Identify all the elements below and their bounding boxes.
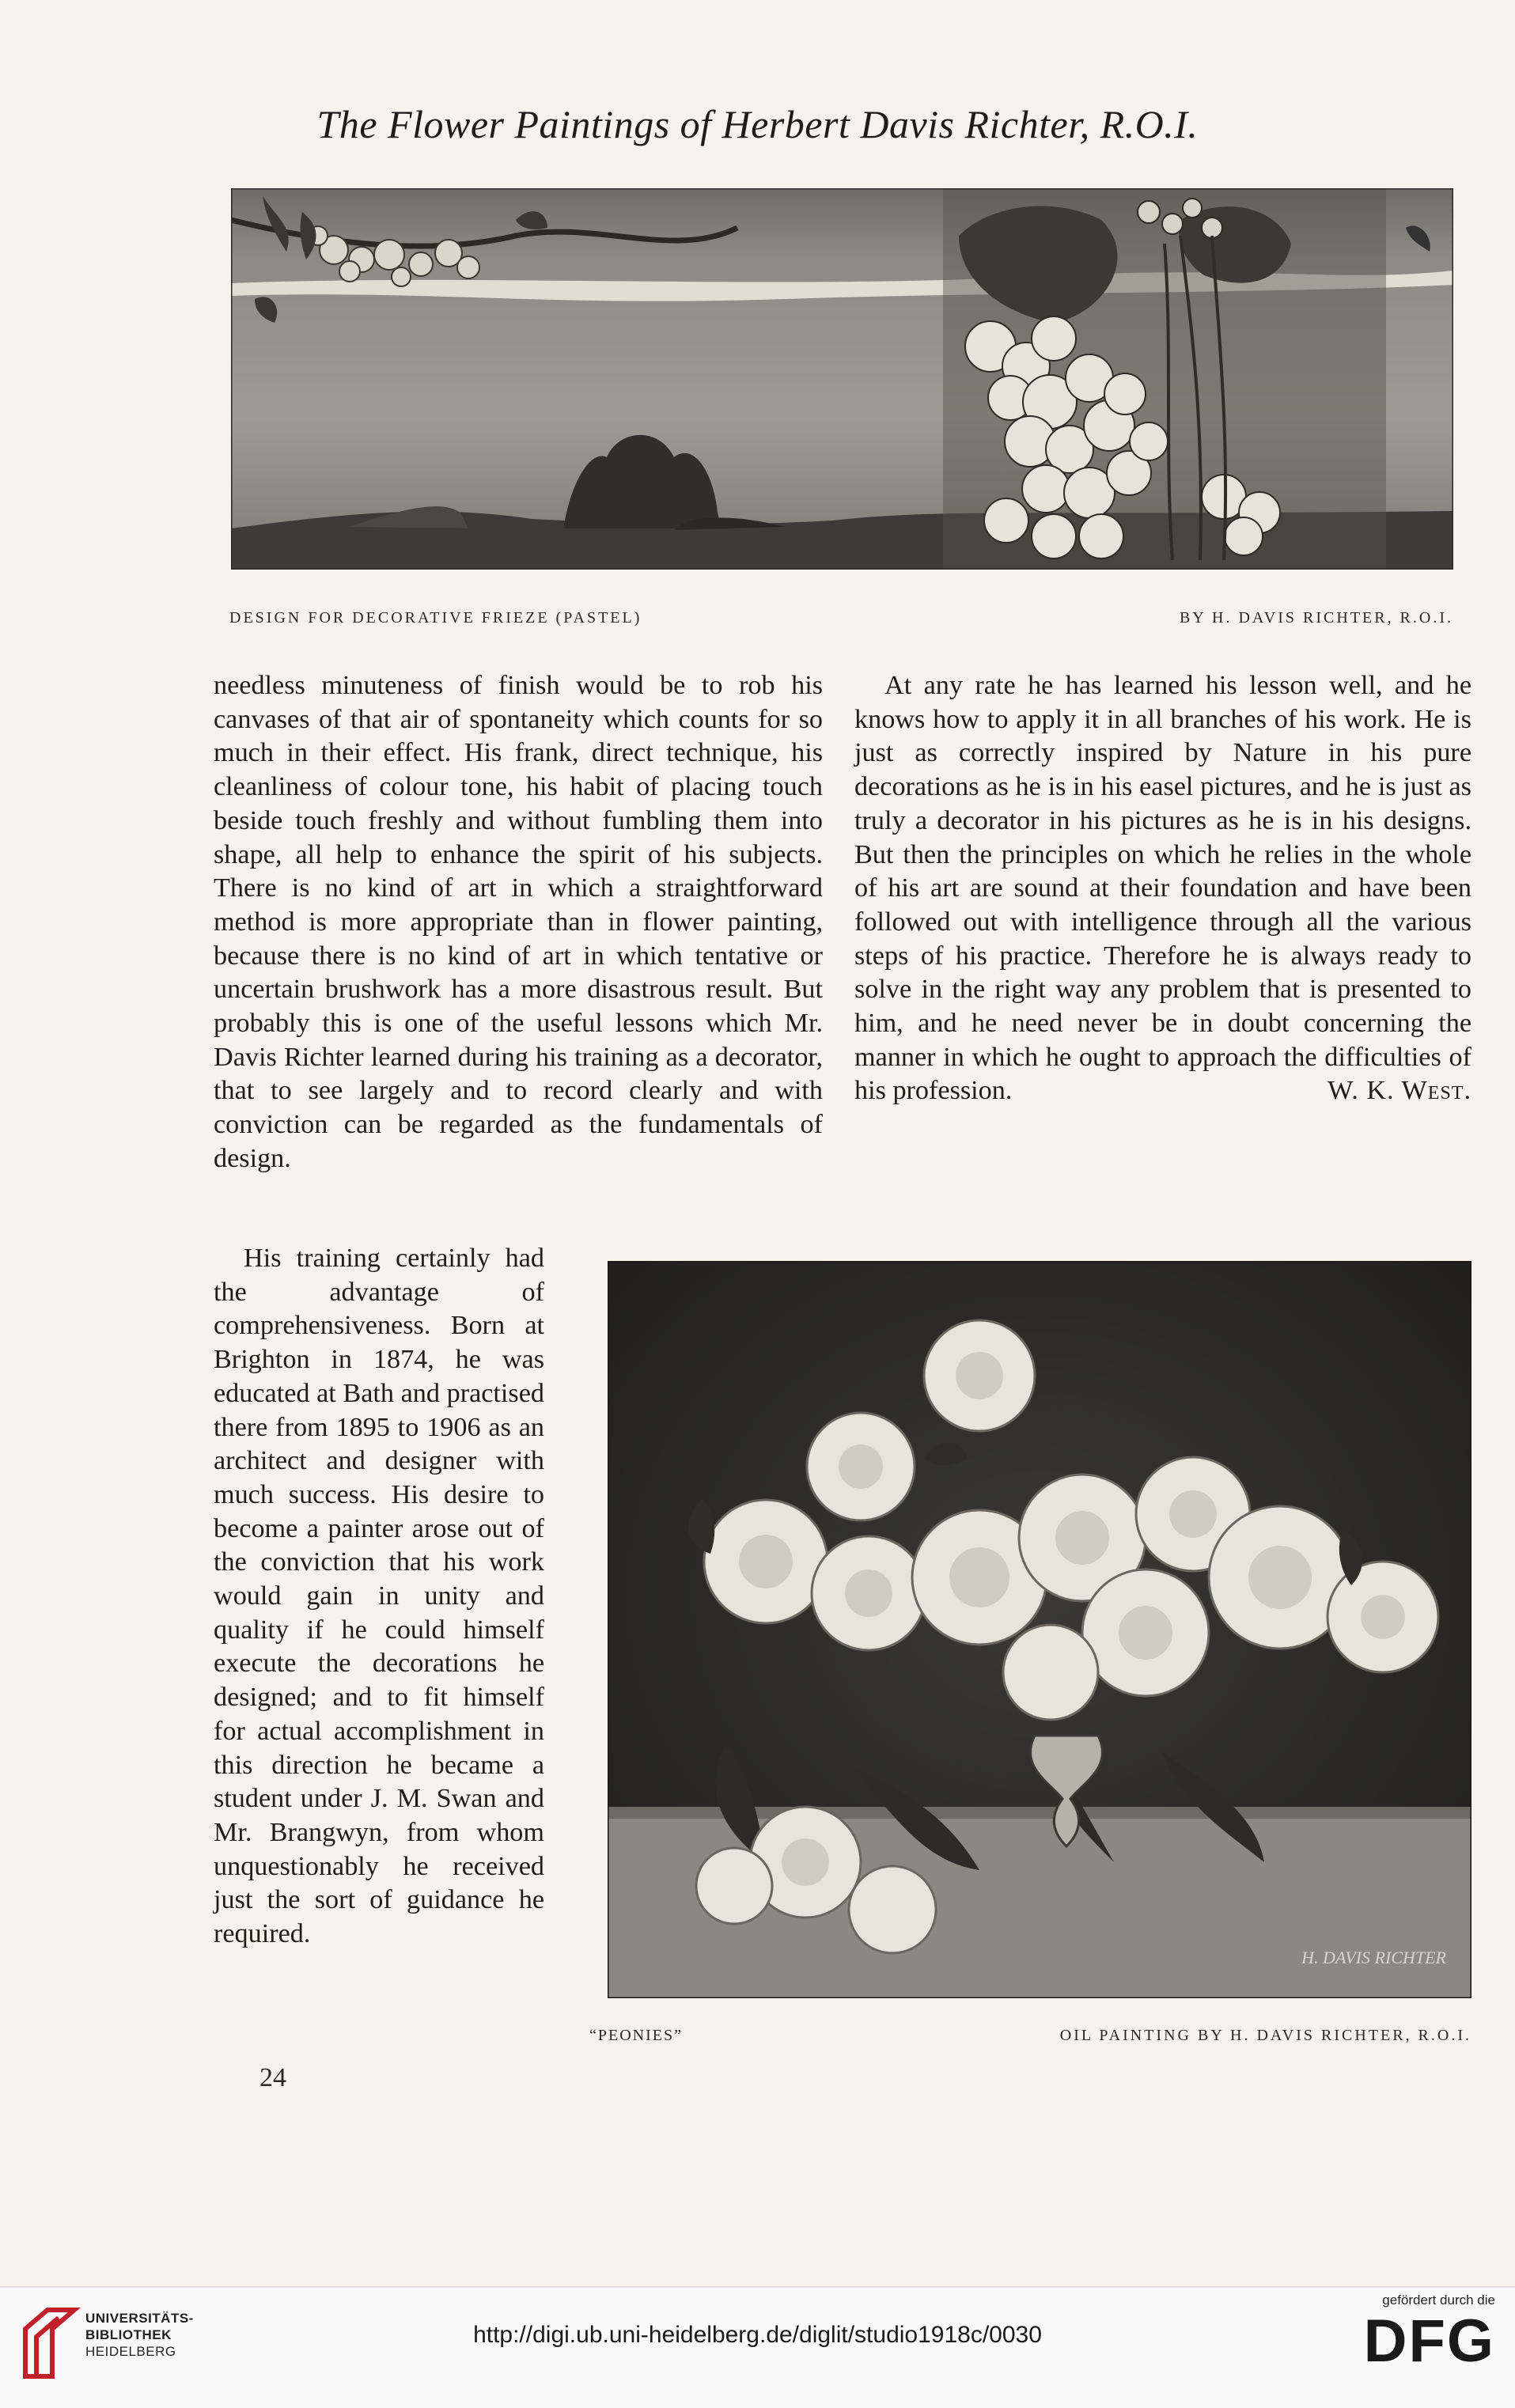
library-name-line1: UNIVERSITÄTS- bbox=[85, 2311, 194, 2326]
dfg-logo: DFG bbox=[1363, 2308, 1495, 2375]
narrow-column-paragraph: His training certainly had the advantage of comprehensiveness. Born at Brighton in 1874, he was educated at Bath and practised there from 1895 to 1906 as an architect and designer with much success. His desire to become a painter arose out of the conviction that his work would gain in unity and quality if he could himself execute the decorations he designed; and to fit himself for actual accomplishment in this direction he became a student under J. M. Swan and Mr. Brangwyn, from whom unquestionably he received just the sort of guidance he required. bbox=[214, 1244, 544, 1949]
library-name-line3: HEIDELBERG bbox=[85, 2344, 176, 2359]
page-number: 24 bbox=[259, 2063, 286, 2092]
running-title: The Flower Paintings of Herbert Davis Richter, R.O.I. bbox=[316, 102, 1199, 146]
funder-text: gefördert durch die bbox=[1382, 2293, 1495, 2308]
left-column-paragraph: needless minuteness of finish would be to rob his canvases of that air of spontaneity which counts for so much in their effect. His frank, direct technique, his cleanliness of colour tone, his habit of placing touch beside touch freshly and without fumbling them into shape, all help to enhance the spirit of his subjects. There is no kind of art in which a straightforward method is more appropriate than in flower painting, because there is no kind of art in which tentative or uncertain brushwork has a more disastrous result. But probably this is one of the useful lessons which Mr. Davis Richter learned during his training as a decorator, that to see largely and to record clearly and with conviction can be regarded as the fundamentals of design. bbox=[214, 671, 823, 1173]
frieze-caption-title: DESIGN FOR DECORATIVE FRIEZE (PASTEL) bbox=[229, 609, 642, 627]
frieze-caption-credit: BY H. DAVIS RICHTER, R.O.I. bbox=[1179, 609, 1453, 627]
article-narrow-column bbox=[214, 1242, 544, 1952]
peonies-painting bbox=[608, 1261, 1471, 1998]
right-column-paragraph bbox=[854, 669, 1471, 1108]
peonies-caption-credit: OIL PAINTING BY H. DAVIS RICHTER, R.O.I. bbox=[1059, 2027, 1471, 2044]
peonies-caption-title: “PEONIES” bbox=[589, 2027, 683, 2044]
painting-signature: H. DAVIS RICHTER bbox=[1301, 1948, 1446, 1967]
right-column-text: At any rate he has learned his lesson well, and he knows how to apply it in all branches of his work. He is just as correctly inspired by Nature in his pure decorations as he is in his easel pictures, and he is just as truly a decorator in his pictures as he is in his designs. But then the principles on which he relies in the whole of his art are sound at their foundation and have been followed out with intelligence through all the various steps of his practice. Therefore he is always ready to solve in the right way any problem that is presented to him, and he need never be in doubt concerning the manner in which he ought to approach the difficulties of his profession. bbox=[854, 671, 1471, 1106]
permalink-url[interactable]: http://digi.ub.uni-heidelberg.de/diglit/studio1918c/0030 bbox=[473, 2322, 1042, 2348]
library-name-line2: BIBLIOTHEK bbox=[85, 2327, 172, 2342]
article-left-column bbox=[214, 669, 823, 1176]
author-signature: W. K. West. bbox=[1328, 1076, 1471, 1106]
frieze-illustration bbox=[231, 188, 1453, 570]
article-right-column bbox=[854, 669, 1471, 1108]
